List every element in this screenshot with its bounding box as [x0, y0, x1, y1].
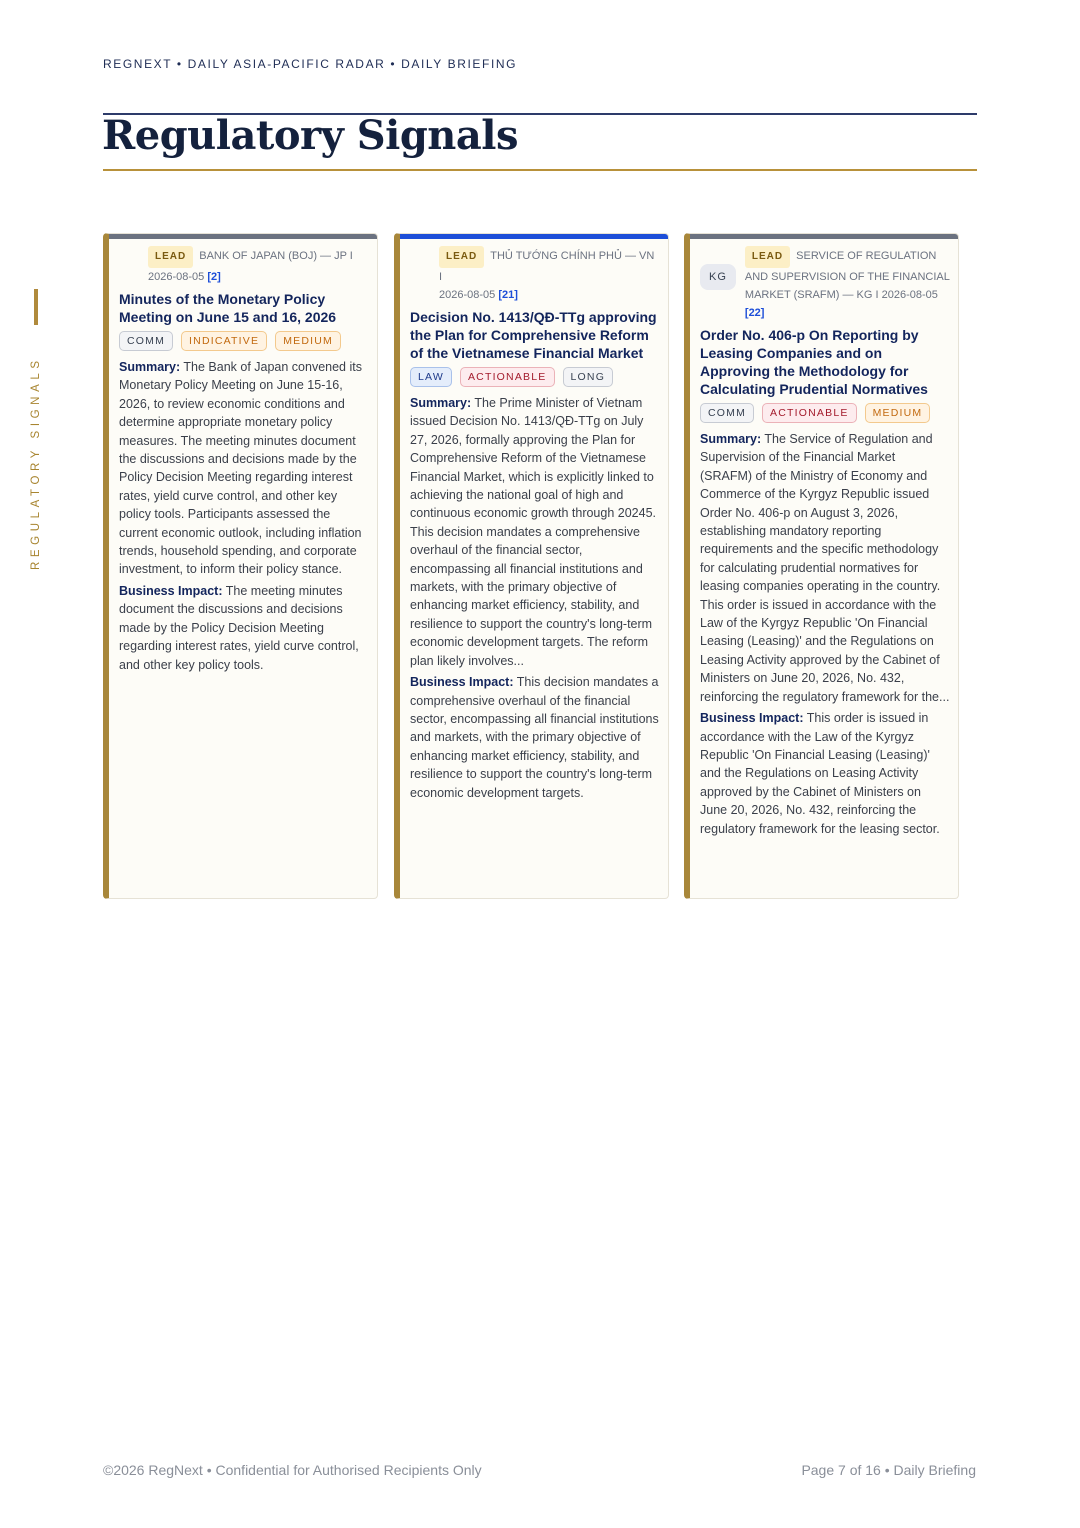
card-impact: Business Impact: This decision mandates a comprehensive overhaul of the financial sector, encompassing all financial institutions and markets, with the primary objective of enhancing market efficiency, stability, and resilience to support the country's long-term economic development targets.: [410, 675, 659, 800]
card-date: 2026-08-05: [148, 271, 205, 283]
card-meta: [119, 246, 369, 286]
citation-link[interactable]: [2]: [207, 271, 221, 283]
card-top-bar: [684, 234, 958, 239]
card-date: 2026-08-05: [439, 289, 496, 301]
sidebar-accent-bar: [34, 289, 38, 325]
page-title: Regulatory Signals: [102, 112, 519, 159]
card-title[interactable]: Decision No. 1413/QĐ-TTg approving the Plan for Comprehensive Reform of the Vietnamese Financial Market: [410, 309, 657, 361]
card-title[interactable]: Order No. 406-p On Reporting by Leasing Companies and on Approving the Methodology for Calculating Prudential Normatives: [700, 327, 928, 397]
lead-badge: LEAD: [148, 246, 193, 268]
card-source: SERVICE OF REGULATION AND SUPERVISION OF THE FINANCIAL MARKET (SRAFM) — KG I 2026-08-05: [744, 250, 950, 301]
card-meta: [410, 246, 660, 304]
card-source: BANK OF JAPAN (BOJ) — JP I: [199, 250, 353, 262]
tag-status: ACTIONABLE: [762, 403, 857, 423]
citation-link[interactable]: [21]: [498, 289, 518, 301]
signal-card-kg[interactable]: [684, 233, 959, 899]
card-tags: [119, 331, 369, 351]
tag-horizon: MEDIUM: [865, 403, 931, 423]
sidebar-section-label: REGULATORY SIGNALS: [30, 356, 42, 570]
tag-horizon: LONG: [563, 367, 614, 387]
card-top-bar: [103, 234, 377, 239]
card-top-bar: [394, 234, 668, 239]
footer-page-number: Page 7 of 16 • Daily Briefing: [801, 1462, 976, 1478]
country-badge: KG: [700, 264, 736, 290]
tag-type: COMM: [119, 331, 173, 351]
card-title[interactable]: Minutes of the Monetary Policy Meeting on June 15 and 16, 2026: [119, 291, 337, 325]
card-tags: [410, 367, 660, 387]
card-summary: Summary: The Service of Regulation and Supervision of the Financial Market (SRAFM) of the Ministry of Economy and Commerce of the Kyrgyz Republic issued Order No. 406-p on August 3, 2026, establishing mandatory reporting requirements and the specific methodology for calculating prudential normatives for leasing companies operating in the country. This order is issued in accordance with the Law of the Kyrgyz Republic 'On Financial Leasing (Leasing)' and the Regulations on Leasing Activity approved by the Cabinet of Ministers on June 20, 2026, No. 432, reinforcing the regulatory framework for the...: [700, 432, 950, 704]
tag-type: COMM: [700, 403, 754, 423]
footer-copyright: ©2026 RegNext • Confidential for Authorised Recipients Only: [103, 1462, 482, 1478]
card-impact: Business Impact: The meeting minutes document the discussions and decisions made by the Policy Decision Meeting regarding interest rates, yield curve control, and other key policy tools.: [119, 583, 359, 672]
tag-status: INDICATIVE: [181, 331, 267, 351]
signal-card-boj[interactable]: [103, 233, 378, 899]
card-tags: [700, 403, 950, 423]
lead-badge: LEAD: [439, 246, 484, 268]
card-summary: Summary: The Bank of Japan convened its Monetary Policy Meeting on June 15-16, 2026, to review economic conditions and determine appropriate monetary policy measures. The meeting minutes document the discussions and decisions made by the Policy Decision Meeting regarding interest rates, yield curve control, and other key policy tools. Participants assessed the current economic outlook, including inflation trends, household spending, and corporate investment, to inform their policy stance.: [119, 360, 362, 577]
card-impact: Business Impact: This order is issued in accordance with the Law of the Kyrgyz Republic 'On Financial Leasing (Leasing)' and the Regulations on Leasing Activity approved by the Cabinet of Ministers on June 20, 2026, No. 432, reinforcing the regulatory framework for the leasing sector.: [700, 711, 940, 836]
lead-badge: LEAD: [745, 246, 790, 268]
card-source: THỦ TƯỚNG CHÍNH PHỦ — VN I: [439, 250, 655, 283]
running-header: REGNEXT • DAILY ASIA-PACIFIC RADAR • DAILY BRIEFING: [103, 57, 518, 71]
card-meta: [700, 246, 950, 322]
tag-status: ACTIONABLE: [460, 367, 555, 387]
signal-card-vn[interactable]: [394, 233, 669, 899]
title-bottom-rule: [103, 169, 977, 171]
card-summary: Summary: The Prime Minister of Vietnam issued Decision No. 1413/QĐ-TTg on July 27, 2026, formally approving the Plan for Comprehensive Reform of the Vietnamese Financial Market, which is explicitly linked to achieving the national goal of high and continuous economic growth through 20245. This decision mandates a comprehensive overhaul of the financial sector, encompassing all financial institutions and markets, with the primary objective of enhancing market efficiency, stability, and resilience to support the country's long-term economic development targets. The reform plan likely involves...: [410, 396, 656, 668]
tag-horizon: MEDIUM: [275, 331, 341, 351]
tag-type: LAW: [410, 367, 452, 387]
citation-link[interactable]: [22]: [744, 307, 765, 319]
